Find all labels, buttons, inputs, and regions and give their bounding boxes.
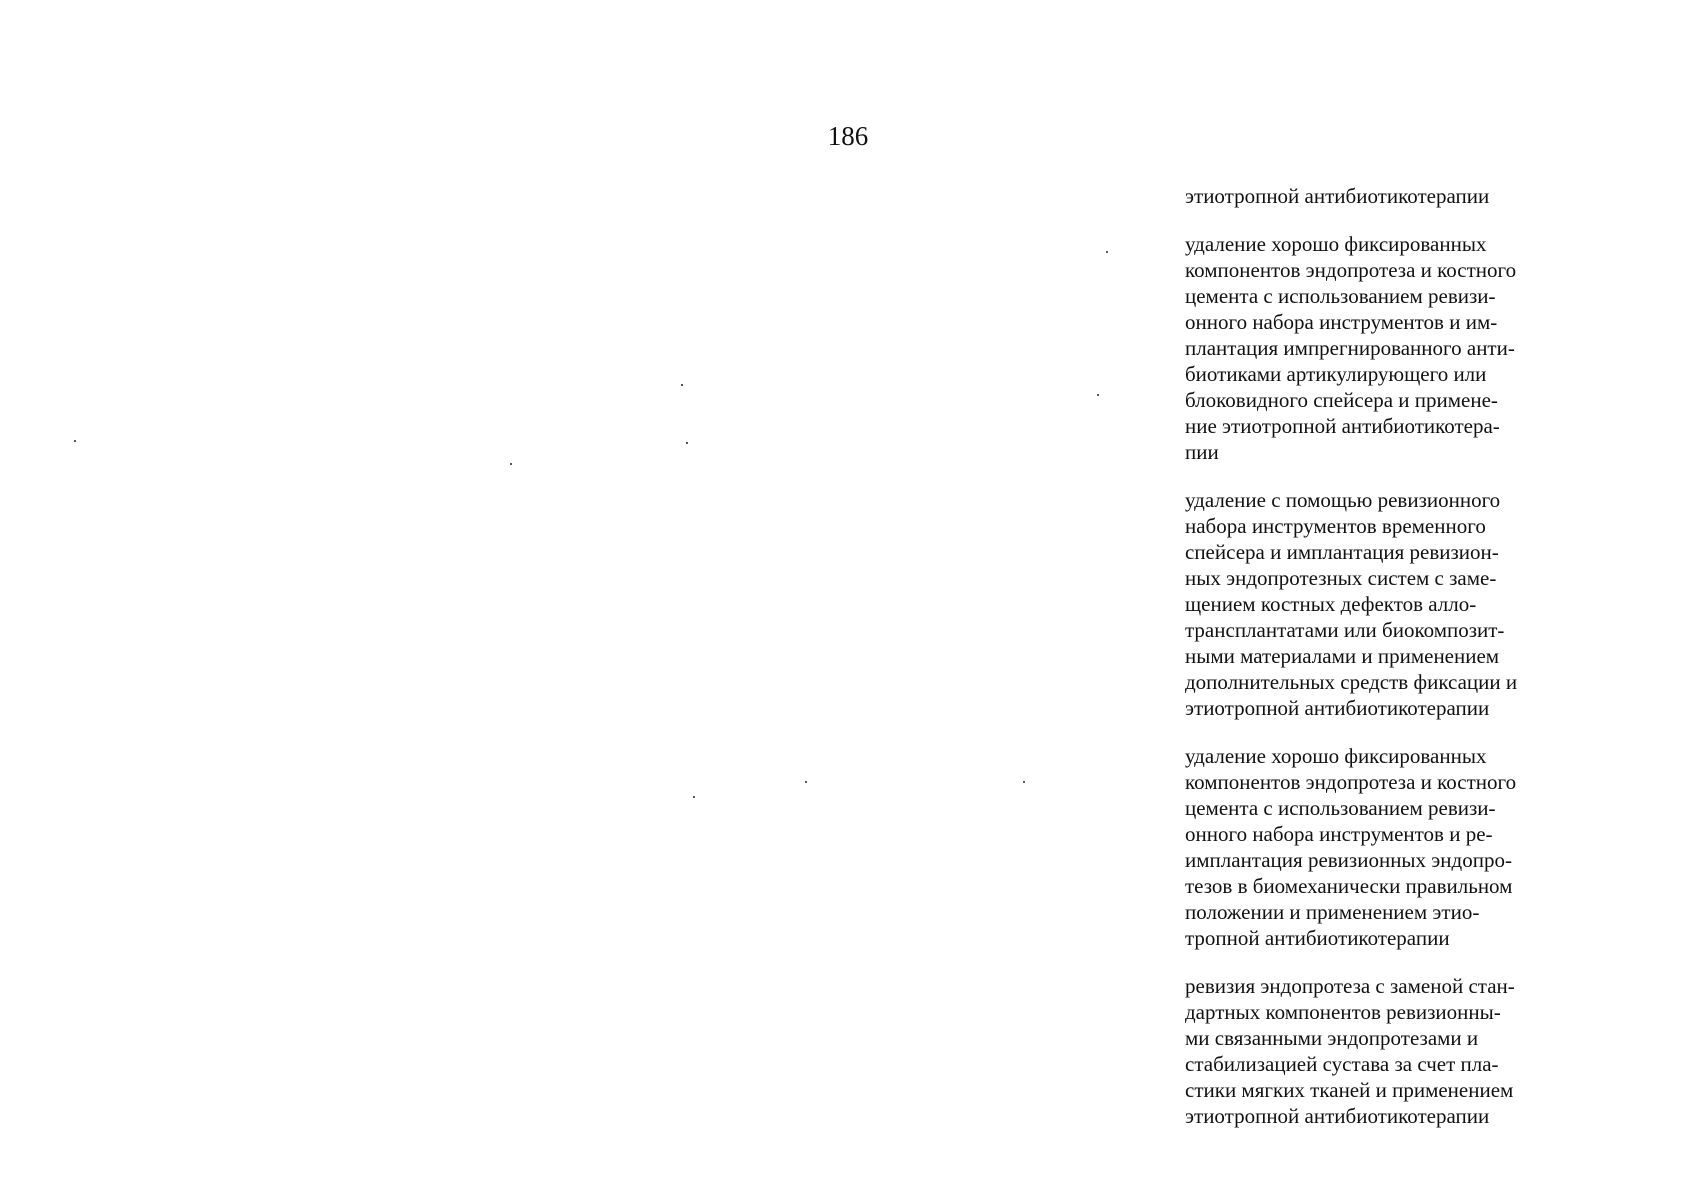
text-line: щением костных дефектов алло- [1185, 592, 1477, 616]
text-line: компонентов эндопротеза и костного [1185, 770, 1517, 794]
text-line: тезов в биомеханически правильном [1185, 874, 1513, 898]
text-entry [1185, 973, 1585, 1129]
text-line: положении и применением этио- [1185, 900, 1480, 924]
text-entry [1185, 231, 1585, 465]
scan-speck [805, 781, 807, 783]
text-line: стики мягких тканей и применением [1185, 1078, 1514, 1102]
text-line: этиотропной антибиотикотерапии [1185, 184, 1490, 208]
text-line: блоковидного спейсера и примене- [1185, 388, 1498, 412]
scan-speck [693, 796, 695, 798]
text-line: трансплантатами или биокомпозит- [1185, 618, 1505, 642]
text-column [1185, 183, 1585, 1151]
text-line: ние этиотропной антибиотикотера- [1185, 414, 1500, 438]
text-line: удаление хорошо фиксированных [1185, 232, 1487, 256]
text-line: компонентов эндопротеза и костного [1185, 258, 1517, 282]
scan-speck [681, 384, 683, 386]
text-line: спейсера и имплантация ревизион- [1185, 540, 1499, 564]
text-line: удаление хорошо фиксированных [1185, 744, 1487, 768]
text-line: тропной антибиотикотерапии [1185, 926, 1450, 950]
scan-speck [686, 442, 688, 444]
text-line: стабилизацией сустава за счет пла- [1185, 1052, 1499, 1076]
text-line: онного набора инструментов и им- [1185, 310, 1498, 334]
text-line: ными материалами и применением [1185, 644, 1500, 668]
text-line: пии [1185, 440, 1219, 464]
text-entry [1185, 487, 1585, 721]
text-line: удаление с помощью ревизионного [1185, 488, 1501, 512]
scan-speck [1106, 251, 1108, 253]
text-line: набора инструментов временного [1185, 514, 1486, 538]
text-line: ми связанными эндопротезами и [1185, 1026, 1479, 1050]
text-line: ревизия эндопротеза с заменой стан- [1185, 974, 1515, 998]
text-line: цемента с использованием ревизи- [1185, 796, 1496, 820]
page-number: 186 [827, 121, 869, 151]
text-line: дартных компонентов ревизионны- [1185, 1000, 1501, 1024]
text-line: этиотропной антибиотикотерапии [1185, 1104, 1490, 1128]
text-line: плантация импрегнированного анти- [1185, 336, 1515, 360]
text-entry [1185, 743, 1585, 951]
scan-speck [1097, 394, 1099, 396]
text-line: биотиками артикулирующего или [1185, 362, 1487, 386]
scan-speck [510, 463, 512, 465]
text-line: имплантация ревизионных эндопро- [1185, 848, 1512, 872]
text-line: онного набора инструментов и ре- [1185, 822, 1493, 846]
scan-speck [1023, 781, 1025, 783]
scan-speck [74, 440, 76, 442]
text-line: этиотропной антибиотикотерапии [1185, 696, 1490, 720]
text-entry [1185, 183, 1585, 209]
text-line: ных эндопротезных систем с заме- [1185, 566, 1497, 590]
text-line: цемента с использованием ревизи- [1185, 284, 1496, 308]
text-line: дополнительных средств фиксации и [1185, 670, 1518, 694]
